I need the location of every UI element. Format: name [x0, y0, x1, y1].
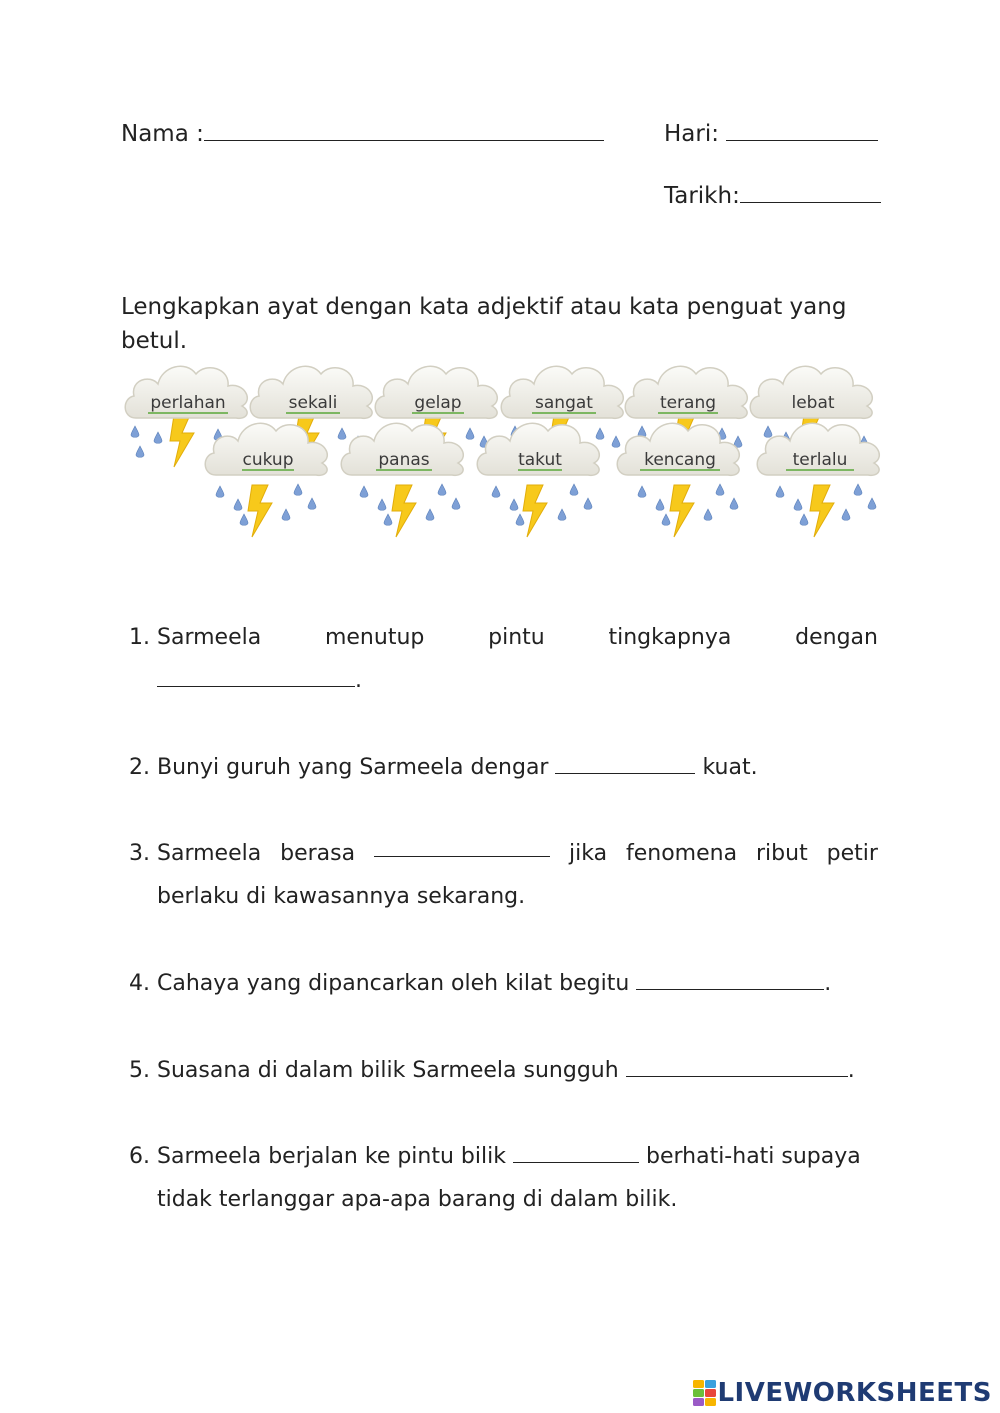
punctuation: . — [824, 971, 832, 996]
question-text-line2: berlaku di kawasannya sekarang. — [157, 884, 526, 909]
word-terang[interactable]: terang — [659, 393, 717, 413]
question-number: 5. — [129, 1058, 150, 1083]
word-sekali[interactable]: sekali — [288, 393, 338, 413]
word: fenomena — [626, 841, 738, 866]
word: Sarmeela — [157, 625, 262, 650]
word: tingkapnya — [608, 625, 732, 650]
question-1 — [126, 616, 878, 702]
answer-blank[interactable] — [555, 749, 695, 774]
word: pintu — [488, 625, 545, 650]
word: menutup — [324, 625, 425, 650]
rain-row2 — [216, 484, 876, 537]
name-blank[interactable] — [204, 139, 604, 141]
date-label: Tarikh: — [664, 183, 740, 209]
word-perlahan[interactable]: perlahan — [150, 393, 226, 413]
word-panas[interactable]: panas — [378, 450, 430, 470]
question-text-line2: tidak terlanggar apa-apa barang di dalam bilik. — [157, 1187, 678, 1212]
question-2 — [126, 746, 878, 789]
date-blank[interactable] — [740, 201, 881, 203]
text-before: Suasana di dalam bilik Sarmeela sungguh — [157, 1058, 619, 1083]
word-gelap[interactable]: gelap — [414, 393, 462, 413]
word: dengan — [795, 625, 878, 650]
answer-blank[interactable] — [626, 1052, 848, 1077]
question-text — [157, 616, 878, 659]
punctuation: . — [847, 1058, 855, 1083]
day-blank[interactable] — [726, 139, 878, 141]
answer-blank[interactable] — [374, 832, 550, 857]
question-number: 3. — [129, 841, 150, 866]
question-text — [157, 1135, 878, 1178]
answer-blank[interactable] — [636, 965, 824, 990]
word-sangat[interactable]: sangat — [535, 393, 593, 413]
question-number: 2. — [129, 755, 150, 780]
word-cukup[interactable]: cukup — [242, 450, 294, 470]
answer-blank[interactable] — [513, 1138, 639, 1163]
question-6 — [126, 1135, 878, 1221]
word-kencang[interactable]: kencang — [644, 450, 716, 470]
text-before: Sarmeela berjalan ke pintu bilik — [157, 1144, 506, 1169]
question-4 — [126, 962, 878, 1005]
date-field — [664, 183, 881, 209]
question-text — [157, 832, 878, 875]
question-text — [157, 1049, 878, 1092]
word-takut[interactable]: takut — [518, 450, 562, 470]
punctuation: . — [355, 668, 362, 693]
word-lebat[interactable]: lebat — [791, 393, 835, 413]
word: Sarmeela — [157, 841, 262, 866]
answer-blank[interactable] — [157, 662, 355, 687]
question-number: 1. — [129, 625, 150, 650]
instruction-text: Lengkapkan ayat dengan kata adjektif atau kata penguat yang betul. — [121, 294, 847, 354]
name-field — [121, 121, 604, 147]
question-5 — [126, 1049, 878, 1092]
liveworksheets-logo-icon — [693, 1380, 717, 1406]
liveworksheets-logo — [693, 1378, 992, 1408]
question-text-line2 — [157, 659, 878, 702]
word-terlalu[interactable]: terlalu — [792, 450, 848, 470]
text-after: kuat. — [702, 755, 758, 780]
question-number: 4. — [129, 971, 150, 996]
day-label: Hari: — [664, 121, 719, 147]
question-text — [157, 962, 878, 1005]
text-before: Bunyi guruh yang Sarmeela dengar — [157, 755, 549, 780]
question-number: 6. — [129, 1144, 150, 1169]
liveworksheets-brand: LIVEWORKSHEETS — [717, 1378, 992, 1408]
name-label: Nama : — [121, 121, 204, 147]
text-before: Cahaya yang dipancarkan oleh kilat begitu — [157, 971, 630, 996]
word: jika — [569, 841, 608, 866]
word: petir — [826, 841, 878, 866]
word: ribut — [756, 841, 808, 866]
word: berasa — [280, 841, 356, 866]
text-after: berhati-hati supaya — [645, 1144, 861, 1169]
day-field — [664, 121, 878, 147]
question-text — [157, 746, 878, 789]
question-3 — [126, 832, 878, 918]
word-bank-clouds — [120, 360, 882, 555]
